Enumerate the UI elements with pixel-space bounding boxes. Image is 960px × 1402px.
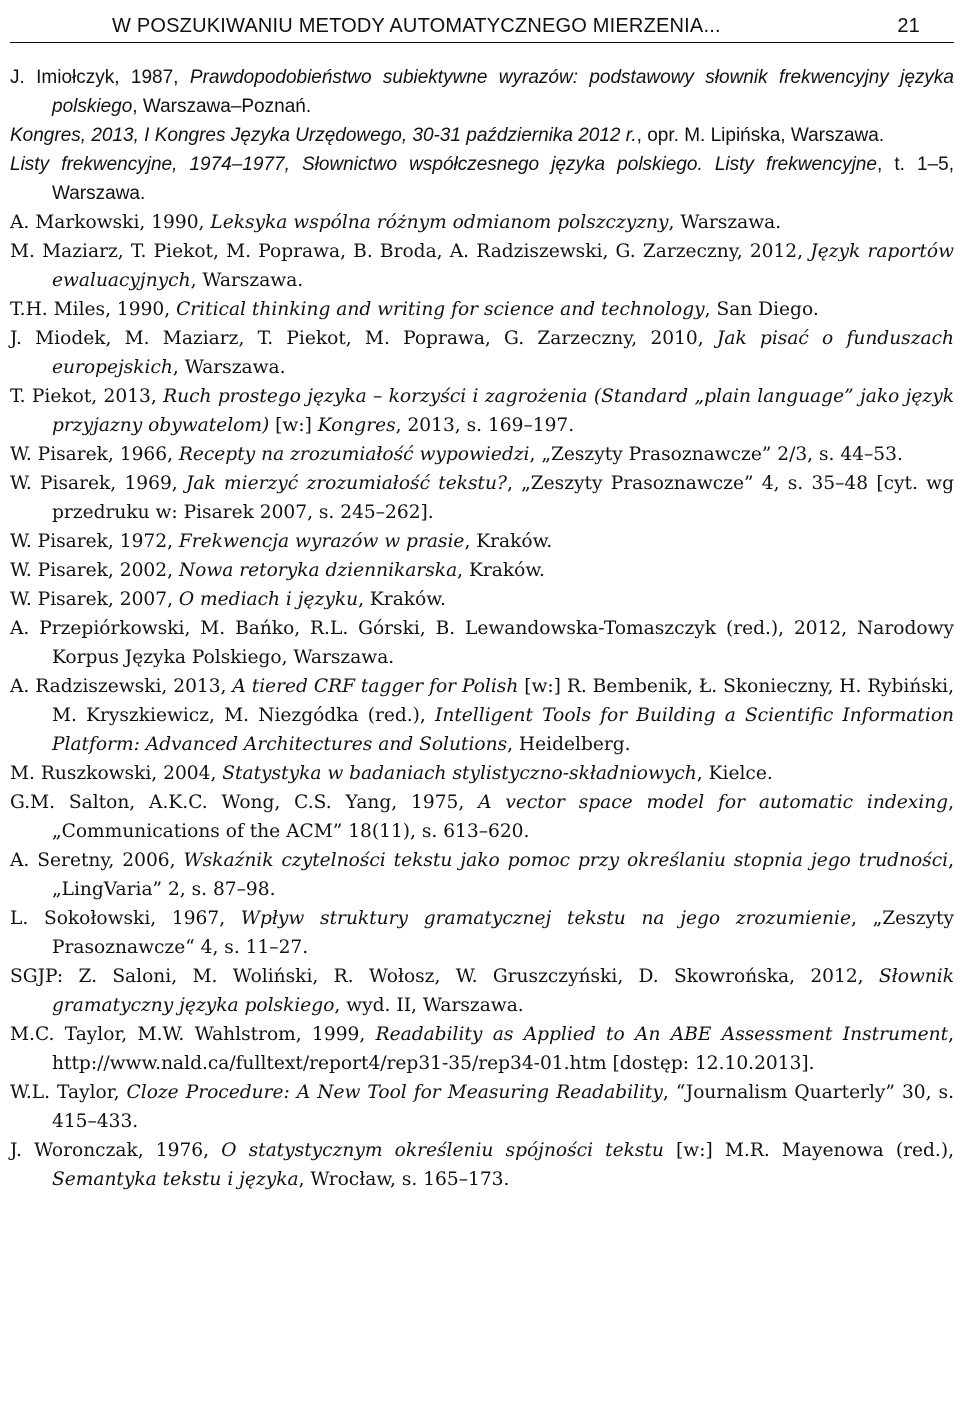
entry-text: , Kraków. (358, 589, 446, 610)
entry-text: , “Journalism Quarterly” 30, s. 415–433. (52, 1082, 954, 1132)
entry-title-text: A tiered CRF tagger for Polish (232, 676, 519, 697)
entry-text: G.M. Salton, A.K.C. Wong, C.S. Yang, 1975, (10, 792, 479, 813)
entry-title-text: O statystycznym określeniu spójności tekstu (221, 1140, 664, 1161)
entry-title-text: Semantyka tekstu i języka (52, 1169, 299, 1190)
entry-text: , Warszawa. (190, 270, 304, 291)
entry-title-text: Prawdopodobieństwo subiektywne wyrazów: podstawowy słownik frekwencyjny języka polskiego (52, 67, 954, 117)
entry-text: A. Markowski, 1990, (10, 212, 211, 233)
entry-text: A. Przepiórkowski, M. Bańko, R.L. Górski, B. Lewandowska-Tomaszczyk (red.), 2012, Narodowy Korpus Języka Polskiego, Warszawa. (10, 618, 954, 668)
entry-text: [w:] M.R. Mayenowa (red.), (663, 1140, 954, 1161)
entry-text: W. Pisarek, 1969, (10, 473, 186, 494)
entry-text: , Kraków. (457, 560, 545, 581)
entry-text: , opr. M. Lipińska, Warszawa. (636, 125, 885, 146)
entry-title-text: Intelligent Tools for Building a Scientific Information Platform: Advanced Architectures and Solutions (52, 705, 955, 755)
entry-text: M. Maziarz, T. Piekot, M. Poprawa, B. Broda, A. Radziszewski, G. Zarzeczny, 2012, (10, 241, 811, 262)
running-title: W POSZUKIWANIU METODY AUTOMATYCZNEGO MIERZENIA... (112, 15, 721, 37)
entry-text: T. Piekot, 2013, (10, 386, 164, 407)
entry-text: W. Pisarek, 1972, (10, 531, 179, 552)
entry-text: L. Sokołowski, 1967, (10, 908, 241, 929)
entry-text: J. Imiołczyk, 1987, (10, 67, 190, 88)
entry-text: M.C. Taylor, M.W. Wahlstrom, 1999, (10, 1024, 376, 1045)
entry-title-text: Wpływ struktury gramatycznej tekstu na jego zrozumienie (240, 908, 851, 929)
entry-title-text: Słownik gramatyczny języka polskiego (52, 966, 954, 1016)
entry-title-text: Słownictwo współczesnego języka polskiego. Listy frekwencyjne (302, 154, 877, 175)
entry-title-text: Listy frekwencyjne, 1974–1977, (10, 154, 302, 175)
entry-title-text: O mediach i języku (178, 589, 359, 610)
bibliography-entry (10, 759, 954, 788)
entry-title-text: Jak mierzyć zrozumiałość tekstu? (185, 473, 507, 494)
entry-text: , San Diego. (704, 299, 819, 320)
entry-title-text: Wskaźnik czytelności tekstu jako pomoc przy określaniu stopnia jego trudności (183, 850, 949, 871)
bibliography-entry (10, 556, 954, 585)
bibliography-entry (10, 208, 954, 237)
entry-text: W. Pisarek, 1966, (10, 444, 179, 465)
entry-text: , 2013, s. 169–197. (395, 415, 575, 436)
entry-text: , „Zeszyty Prasoznawcze” 2/3, s. 44–53. (529, 444, 903, 465)
entry-title-text: Język raportów ewaluacyjnych (52, 241, 954, 291)
entry-title-text: Leksyka wspólna różnym odmianom polszczyzny (210, 212, 669, 233)
entry-text: J. Woronczak, 1976, (10, 1140, 222, 1161)
bibliography-entry (10, 846, 954, 904)
bibliography-entry (10, 382, 954, 440)
bibliography-entry (10, 962, 954, 1020)
entry-text: W.L. Taylor, (10, 1082, 127, 1103)
bibliography-entry (10, 1136, 954, 1194)
bibliography-entry (10, 63, 954, 121)
bibliography-entry (10, 672, 954, 759)
entry-title-text: Kongres (317, 415, 396, 436)
entry-title-text: Recepty na zrozumiałość wypowiedzi (178, 444, 530, 465)
entry-text: , „Communications of the ACM” 18(11), s. 613–620. (52, 792, 954, 842)
running-header (10, 0, 954, 43)
bibliography-entry (10, 527, 954, 556)
bibliography-entry (10, 614, 954, 672)
entry-text: A. Seretny, 2006, (10, 850, 184, 871)
bibliography-entry (10, 585, 954, 614)
entry-text: A. Radziszewski, 2013, (10, 676, 233, 697)
entry-title-text: Frekwencja wyrazów w prasie (178, 531, 465, 552)
bibliography-entry (10, 440, 954, 469)
entry-text: , Heidelberg. (507, 734, 631, 755)
page-number: 21 (897, 15, 920, 37)
entry-text: , Wrocław, s. 165–173. (298, 1169, 510, 1190)
entry-text: T.H. Miles, 1990, (10, 299, 177, 320)
bibliography-list (10, 63, 954, 1194)
entry-text: , Warszawa. (668, 212, 782, 233)
entry-title-text: Readability as Applied to An ABE Assessment Instrument (375, 1024, 949, 1045)
entry-text: M. Ruszkowski, 2004, (10, 763, 223, 784)
entry-text: , „Zeszyty Prasoznawcze” 4, s. 35–48 [cyt. wg przedruku w: Pisarek 2007, s. 245–262]. (52, 473, 954, 523)
entry-title-text: Critical thinking and writing for science and technology (176, 299, 705, 320)
entry-text: , Warszawa. (172, 357, 286, 378)
entry-text: J. Miodek, M. Maziarz, T. Piekot, M. Poprawa, G. Zarzeczny, 2010, (10, 328, 717, 349)
bibliography-entry (10, 237, 954, 295)
entry-text: SGJP: Z. Saloni, M. Woliński, R. Wołosz, W. Gruszczyński, D. Skowrońska, 2012, (10, 966, 879, 987)
bibliography-entry (10, 1020, 954, 1078)
bibliography-entry (10, 788, 954, 846)
entry-text: W. Pisarek, 2002, (10, 560, 179, 581)
entry-title-text: Cloze Procedure: A New Tool for Measuring Readability (126, 1082, 663, 1103)
bibliography-entry (10, 324, 954, 382)
entry-text: , Warszawa–Poznań. (132, 96, 312, 117)
bibliography-entry (10, 469, 954, 527)
entry-text: , Kraków. (464, 531, 553, 552)
bibliography-entry (10, 904, 954, 962)
bibliography-entry (10, 150, 954, 208)
entry-title-text: Nowa retoryka dziennikarska (178, 560, 458, 581)
entry-text: , Kielce. (696, 763, 773, 784)
entry-title-text: A vector space model for automatic indexing (478, 792, 949, 813)
entry-title-text: I Kongres Języka Urzędowego, 30-31 października 2012 r. (144, 125, 637, 146)
entry-text: , http://www.nald.ca/fulltext/report4/rep31-35/rep34-01.htm [dostęp: 12.10.2013]. (52, 1024, 954, 1074)
entry-text: , t. 1–5, Warszawa. (52, 154, 955, 204)
entry-text: W. Pisarek, 2007, (10, 589, 179, 610)
entry-title-text: Kongres, 2013, (10, 125, 145, 146)
entry-text: , „Zeszyty Prasoznawcze“ 4, s. 11–27. (52, 908, 954, 958)
entry-text: [w:] (269, 415, 318, 436)
entry-title-text: Statystyka w badaniach stylistyczno-składniowych (222, 763, 697, 784)
entry-text: , „LingVaria” 2, s. 87–98. (52, 850, 955, 900)
bibliography-entry (10, 295, 954, 324)
entry-text: , wyd. II, Warszawa. (334, 995, 524, 1016)
entry-title-text: Ruch prostego języka – korzyści i zagrożenia (Standard „plain language” jako język przyjazny obywatelom) (52, 386, 954, 436)
entry-text: [w:] R. Bembenik, Ł. Skonieczny, H. Rybiński, M. Kryszkiewicz, M. Niezgódka (red.), (52, 676, 954, 726)
bibliography-entry (10, 121, 954, 150)
entry-title-text: Jak pisać o funduszach europejskich (52, 328, 954, 378)
bibliography-entry (10, 1078, 954, 1136)
